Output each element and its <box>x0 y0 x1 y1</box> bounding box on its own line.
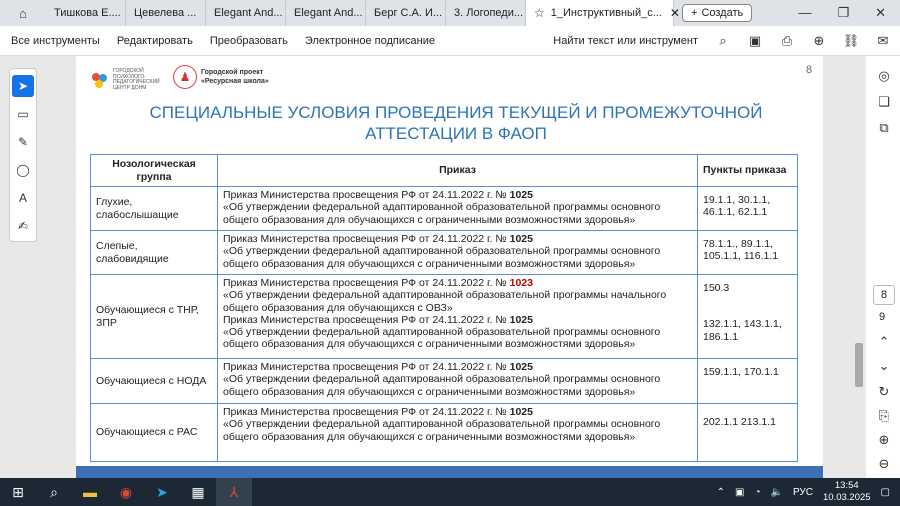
windows-start-icon[interactable]: ⊞ <box>12 483 24 500</box>
notifications-icon[interactable]: ▢ <box>880 486 890 498</box>
rotate-icon[interactable]: ↻ <box>878 384 890 399</box>
link-icon[interactable]: ⛓ <box>842 32 860 48</box>
tab-3[interactable]: Elegant And... <box>206 0 286 26</box>
menu-all-tools[interactable]: Все инструменты <box>11 34 100 47</box>
tab-active[interactable]: ☆ 1_Инструктивный_с... ✕ <box>526 0 674 26</box>
header-order: Приказ <box>218 155 698 187</box>
plus-icon: + <box>691 7 698 19</box>
header-group: Нозологическая группа <box>91 155 218 187</box>
tab-6[interactable]: 3. Логопеди... <box>446 0 526 26</box>
sign-tool-icon[interactable]: ✍ <box>17 219 29 233</box>
left-toolbar <box>9 68 37 242</box>
zoom-out-icon[interactable]: ⊖ <box>878 456 890 471</box>
menu-bar <box>0 26 900 56</box>
current-page-input[interactable]: 8 <box>873 285 895 305</box>
menu-convert[interactable]: Преобразовать <box>209 34 288 47</box>
project-logo-icon: ♟ <box>173 65 197 89</box>
table-row: Глухие, слабослышащие Приказ Министерства просвещения РФ от 24.11.2022 г. № 1025 «Об утверждении федеральной адаптированной образовательной программы основного общего образования для обучающихся с ограниченными возможностями здоровья» 19.1.1, 30.1.1, 46.1.1, 62.1.1 <box>91 187 798 231</box>
language-indicator[interactable]: РУС <box>792 486 813 498</box>
taskbar-search-icon[interactable]: ⌕ <box>50 483 58 500</box>
next-page-number[interactable]: 9 <box>879 311 886 323</box>
tab-1[interactable]: Тишкова Е.... <box>46 0 126 26</box>
create-button[interactable]: + Создать <box>682 4 752 22</box>
tray-chevron-icon[interactable]: ⌃ <box>716 486 726 498</box>
page-footer-strip <box>76 466 823 478</box>
network-icon[interactable]: ◔ <box>754 486 761 498</box>
scroll-up-icon[interactable]: ⌃ <box>878 334 890 349</box>
header-points: Пункты приказа <box>698 155 798 187</box>
acrobat-icon[interactable]: ⅄ <box>216 478 252 506</box>
restore-icon[interactable]: ❐ <box>837 5 850 20</box>
menu-e-sign[interactable]: Электронное подписание <box>304 34 435 47</box>
center-logo-icon <box>90 70 110 90</box>
lasso-tool-icon[interactable]: ◯ <box>16 163 30 177</box>
add-user-icon[interactable]: ⊕ <box>813 32 825 48</box>
table-row: Обучающиеся с НОДА Приказ Министерства просвещения РФ от 24.11.2022 г. № 1025 «Об утверждении федеральной адаптированной образовательной программы основного общего образования для обучающихся с ограниченными возможностями здоровья» 159.1.1, 170.1.1 <box>91 359 798 404</box>
print-icon[interactable]: ⎙ <box>781 32 793 48</box>
page-number: 8 <box>806 64 813 76</box>
bookmarks-icon[interactable]: ❏ <box>878 94 890 109</box>
window-nav <box>0 6 46 21</box>
tab-bar <box>0 0 900 26</box>
save-icon[interactable]: ▣ <box>748 32 762 48</box>
tab-2[interactable]: Цевелева ... <box>126 0 206 26</box>
scroll-down-icon[interactable]: ⌄ <box>878 358 890 373</box>
center-logo: ГОРОДСКОЙ ПСИХОЛОГО-ПЕДАГОГИЧЕСКИЙ ЦЕНТР ДОНМ <box>90 67 172 93</box>
file-explorer-icon[interactable]: ▬ <box>83 484 97 500</box>
select-tool-icon[interactable]: ➤ <box>12 75 34 97</box>
close-window-icon[interactable]: ✕ <box>875 5 886 20</box>
table-row: Обучающиеся с ТНР, ЗПР Приказ Министерства просвещения РФ от 24.11.2022 г. № 1023 «Об утверждении федеральной адаптированной образовательной программы начального общего образования для обучающихся с ОВЗ» Приказ Министерства просвещения РФ от 24.11.2022 г. № 1025 «Об утверждении федеральной адаптированной образовательной программы основного общего образования для обучающихся с ограниченными возможностями здоровья» 150.3 132.1.1, 143.1.1, 186.1.1 <box>91 275 798 359</box>
system-tray <box>717 480 900 504</box>
close-tab-icon[interactable]: ✕ <box>669 6 680 20</box>
project-logo: ♟ Городской проект «Ресурсная школа» <box>173 65 269 89</box>
mail-icon[interactable]: ✉ <box>877 32 889 48</box>
minimize-icon[interactable]: — <box>798 5 812 20</box>
volume-icon[interactable]: 🔈 <box>770 486 783 498</box>
window-controls <box>798 5 900 21</box>
table-row: Обучающиеся с РАС Приказ Министерства просвещения РФ от 24.11.2022 г. № 1025 «Об утверждении федеральной адаптированной образовательной программы основного общего образования для обучающихся с ограниченными возможностями здоровья» 202.1.1 213.1.1 <box>91 404 798 462</box>
pen-tool-icon[interactable]: ✎ <box>17 135 29 149</box>
telegram-icon[interactable]: ➤ <box>156 483 168 500</box>
home-icon[interactable]: ⌂ <box>19 5 27 21</box>
page-title: СПЕЦИАЛЬНЫЕ УСЛОВИЯ ПРОВЕДЕНИЯ ТЕКУЩЕЙ И ПРОМЕЖУТОЧНОЙ АТТЕСТАЦИИ В ФАОП <box>149 103 763 143</box>
scrollbar-thumb[interactable] <box>855 343 863 387</box>
right-panel <box>866 56 900 478</box>
comment-tool-icon[interactable]: ▭ <box>17 107 29 121</box>
zoom-in-icon[interactable]: ⊕ <box>878 432 890 447</box>
tab-5[interactable]: Берг С.А. И... <box>366 0 446 26</box>
table-header <box>91 155 798 187</box>
search-icon[interactable]: ⌕ <box>719 32 727 48</box>
menu-right <box>553 34 900 48</box>
pages-icon[interactable]: ⧉ <box>879 120 889 135</box>
menu-edit[interactable]: Редактировать <box>116 34 193 47</box>
star-icon[interactable]: ☆ <box>534 6 545 20</box>
extract-icon[interactable]: ⎘ <box>878 408 890 423</box>
table-row: Слепые, слабовидящие Приказ Министерства просвещения РФ от 24.11.2022 г. № 1025 «Об утверждении федеральной адаптированной образовательной программы основного общего образования для обучающихся с ограниченными возможностями здоровья» 78.1.1., 89.1.1, 105.1.1, 116.1.1 <box>91 231 798 275</box>
tray-app-icon[interactable]: ▣ <box>735 486 745 498</box>
document-page <box>76 56 823 478</box>
taskbar <box>0 478 900 506</box>
chrome-icon[interactable]: ◉ <box>119 483 133 500</box>
tab-4[interactable]: Elegant And... <box>286 0 366 26</box>
calendar-app-icon[interactable]: ▦ <box>191 483 205 500</box>
find-text-button[interactable]: Найти текст или инструмент <box>553 34 698 47</box>
conditions-table <box>90 154 798 462</box>
clock[interactable]: 13:54 10.03.2025 <box>823 480 871 503</box>
ai-assistant-icon[interactable]: ◎ <box>878 68 890 83</box>
text-select-tool-icon[interactable]: A <box>18 191 27 205</box>
